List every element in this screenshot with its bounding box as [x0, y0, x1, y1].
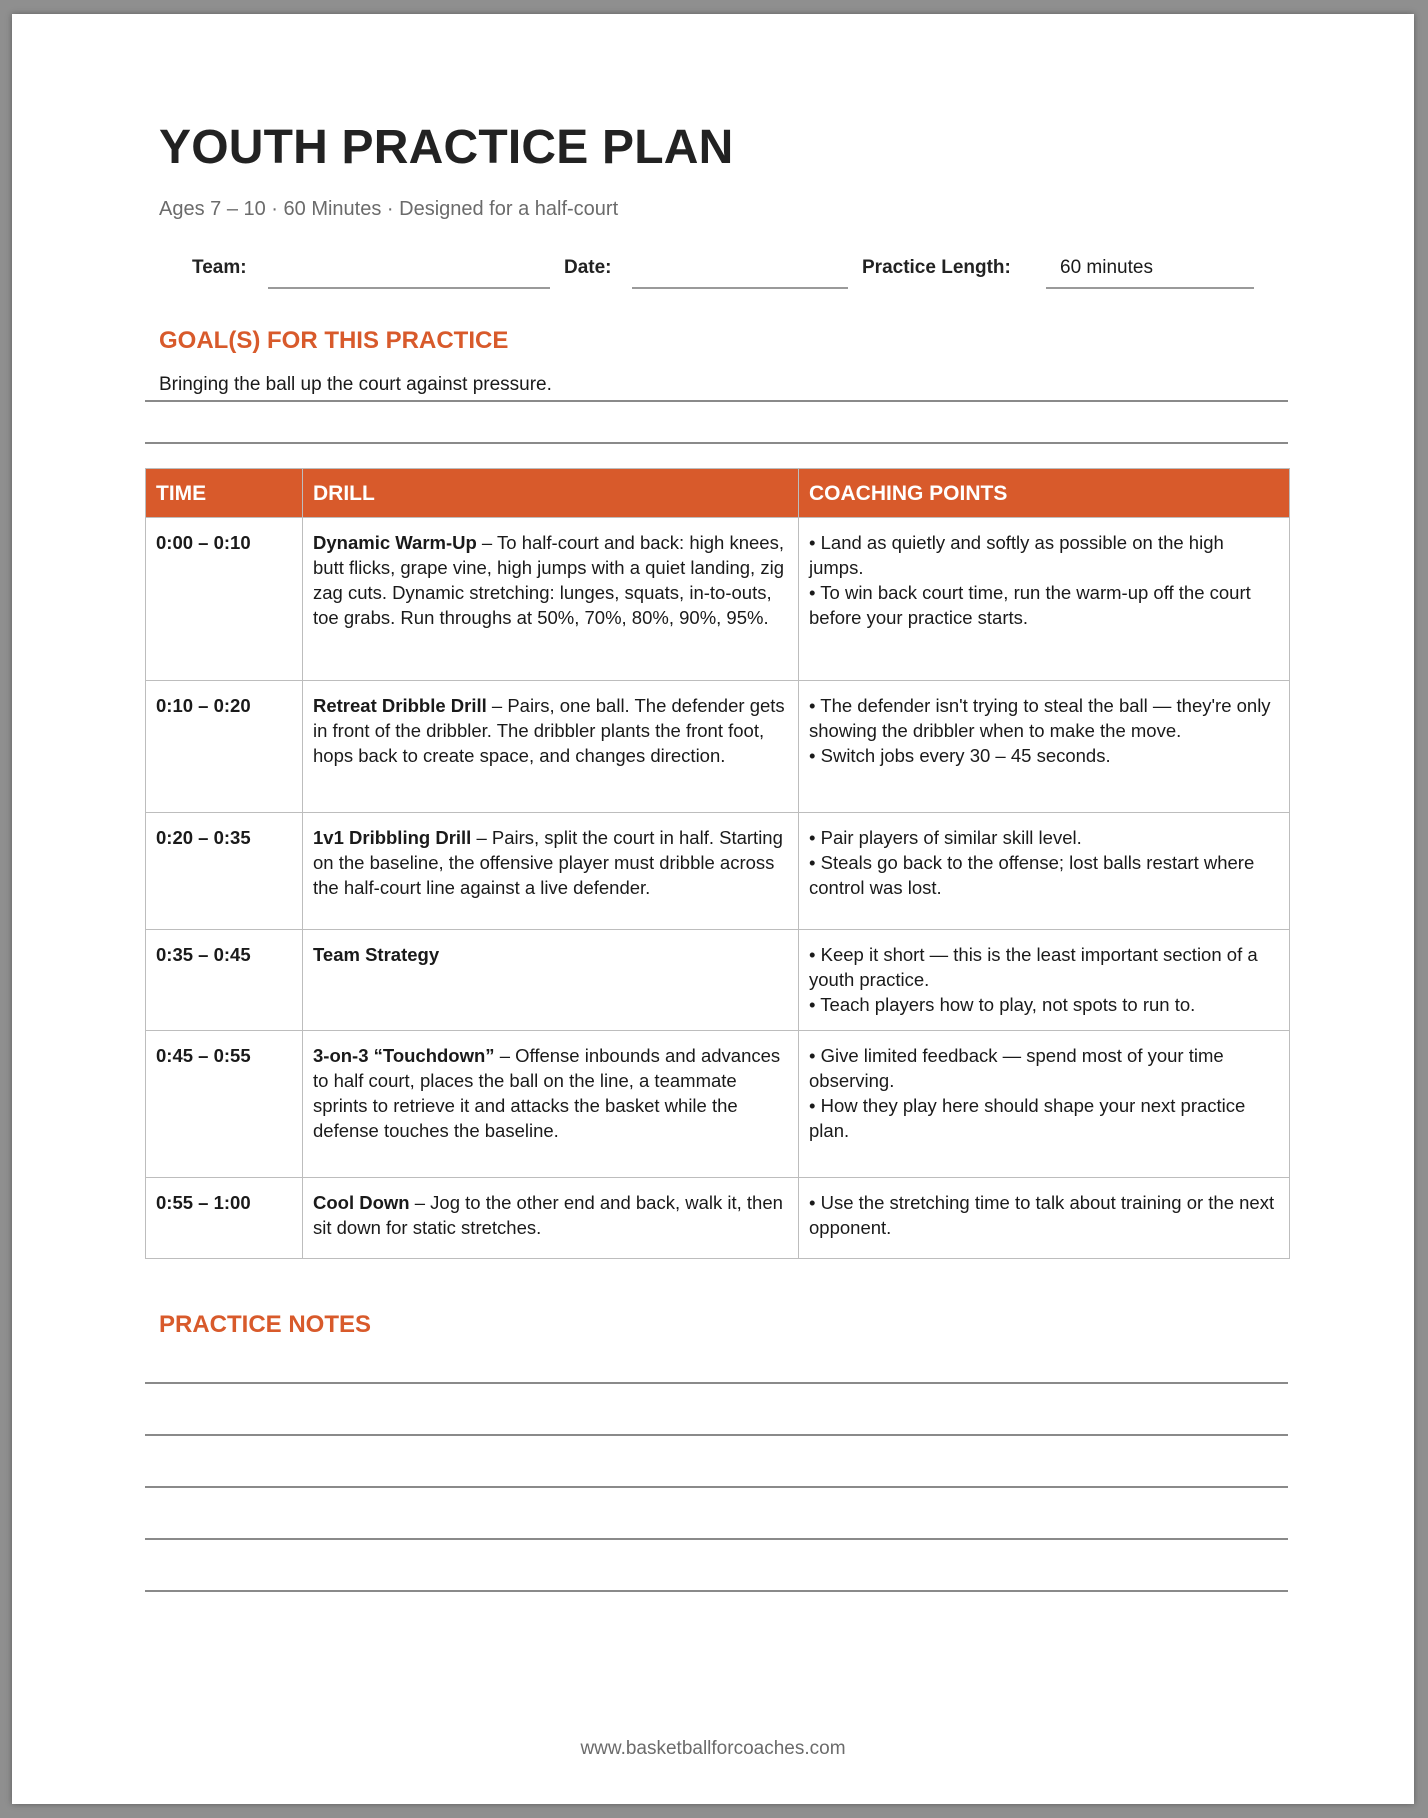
time-cell: 0:00 – 0:10: [146, 518, 303, 681]
coaching-point: • Steals go back to the offense; lost balls restart where control was lost.: [809, 852, 1255, 898]
table-row: [146, 1031, 1290, 1178]
notes-line-2[interactable]: [145, 1434, 1288, 1436]
coaching-points-cell: [799, 681, 1290, 813]
table-row: [146, 681, 1290, 813]
notes-line-4[interactable]: [145, 1538, 1288, 1540]
coaching-point: • To win back court time, run the warm-up off the court before your practice starts.: [809, 582, 1251, 628]
drill-description: – Pairs, one ball. The defender gets in front of the dribbler. The dribbler plants the front foot, hops back to create space, and changes direction.: [313, 695, 785, 766]
table-row: [146, 1178, 1290, 1259]
drill-cell: [303, 518, 799, 681]
page-title: YOUTH PRACTICE PLAN: [159, 121, 734, 174]
drill-name: Retreat Dribble Drill: [313, 695, 487, 716]
coaching-points-cell: [799, 1178, 1290, 1259]
coaching-point: • Pair players of similar skill level.: [809, 827, 1082, 848]
column-header-time: TIME: [146, 469, 303, 518]
footer-url: www.basketballforcoaches.com: [580, 1738, 846, 1759]
date-label: Date:: [564, 257, 612, 278]
coaching-point: • Use the stretching time to talk about training or the next opponent.: [809, 1192, 1275, 1238]
drill-name: Team Strategy: [313, 944, 440, 965]
practice-length-label: Practice Length:: [862, 257, 1011, 278]
drill-name: Cool Down: [313, 1192, 410, 1213]
notes-line-3[interactable]: [145, 1486, 1288, 1488]
drill-cell: [303, 681, 799, 813]
practice-notes-heading: PRACTICE NOTES: [159, 1311, 372, 1338]
document-page: [12, 14, 1414, 1804]
coaching-point: • The defender isn't trying to steal the ball — they're only showing the dribbler when to make the move.: [809, 695, 1271, 741]
coaching-point: • Teach players how to play, not spots to run to.: [809, 994, 1196, 1015]
coaching-points-cell: [799, 930, 1290, 1031]
drill-cell: [303, 813, 799, 930]
time-cell: 0:35 – 0:45: [146, 930, 303, 1031]
practice-plan-table: [145, 468, 1290, 1259]
coaching-point: • How they play here should shape your next practice plan.: [809, 1095, 1246, 1141]
table-row: [146, 813, 1290, 930]
drill-name: 3-on-3 “Touchdown”: [313, 1045, 495, 1066]
date-field[interactable]: [632, 287, 848, 289]
goal-line-1: [145, 400, 1288, 402]
table-row: [146, 518, 1290, 681]
column-header-drill: DRILL: [303, 469, 799, 518]
team-label: Team:: [192, 257, 247, 278]
page-subtitle: Ages 7 – 10 · 60 Minutes · Designed for a half-court: [159, 198, 619, 220]
table-header-row: [146, 469, 1290, 518]
time-cell: 0:20 – 0:35: [146, 813, 303, 930]
drill-description: – To half-court and back: high knees, butt flicks, grape vine, high jumps with a quiet landing, zig zag cuts. Dynamic stretching: lunges, squats, in-to-outs, toe grabs. Run throughs at 50%, 70%, 80%, 90%, 95%.: [313, 532, 784, 628]
notes-line-1[interactable]: [145, 1382, 1288, 1384]
goals-heading: GOAL(S) FOR THIS PRACTICE: [159, 327, 509, 354]
coaching-point: • Land as quietly and softly as possible on the high jumps.: [809, 532, 1224, 578]
time-cell: 0:10 – 0:20: [146, 681, 303, 813]
notes-line-5[interactable]: [145, 1590, 1288, 1592]
team-field[interactable]: [268, 287, 550, 289]
coaching-points-cell: [799, 813, 1290, 930]
time-cell: 0:55 – 1:00: [146, 1178, 303, 1259]
time-cell: 0:45 – 0:55: [146, 1031, 303, 1178]
column-header-coaching-points: COACHING POINTS: [799, 469, 1290, 518]
drill-description: – Jog to the other end and back, walk it, then sit down for static stretches.: [313, 1192, 783, 1238]
drill-cell: [303, 1031, 799, 1178]
drill-cell: [303, 930, 799, 1031]
practice-length-value: 60 minutes: [1060, 257, 1153, 278]
drill-name: Dynamic Warm-Up: [313, 532, 477, 553]
coaching-point: • Keep it short — this is the least important section of a youth practice.: [809, 944, 1258, 990]
coaching-points-cell: [799, 1031, 1290, 1178]
goal-text: Bringing the ball up the court against pressure.: [159, 374, 552, 395]
practice-length-field[interactable]: [1046, 287, 1254, 289]
drill-description: – Offense inbounds and advances to half court, places the ball on the line, a teammate sprints to retrieve it and attacks the basket while the defense touches the baseline.: [313, 1045, 781, 1141]
drill-cell: [303, 1178, 799, 1259]
coaching-point: • Give limited feedback — spend most of your time observing.: [809, 1045, 1224, 1091]
table-row: [146, 930, 1290, 1031]
goal-line-2: [145, 442, 1288, 444]
drill-name: 1v1 Dribbling Drill: [313, 827, 472, 848]
drill-description: – Pairs, split the court in half. Starting on the baseline, the offensive player must dribble across the half-court line against a live defender.: [313, 827, 783, 898]
coaching-point: • Switch jobs every 30 – 45 seconds.: [809, 745, 1111, 766]
coaching-points-cell: [799, 518, 1290, 681]
